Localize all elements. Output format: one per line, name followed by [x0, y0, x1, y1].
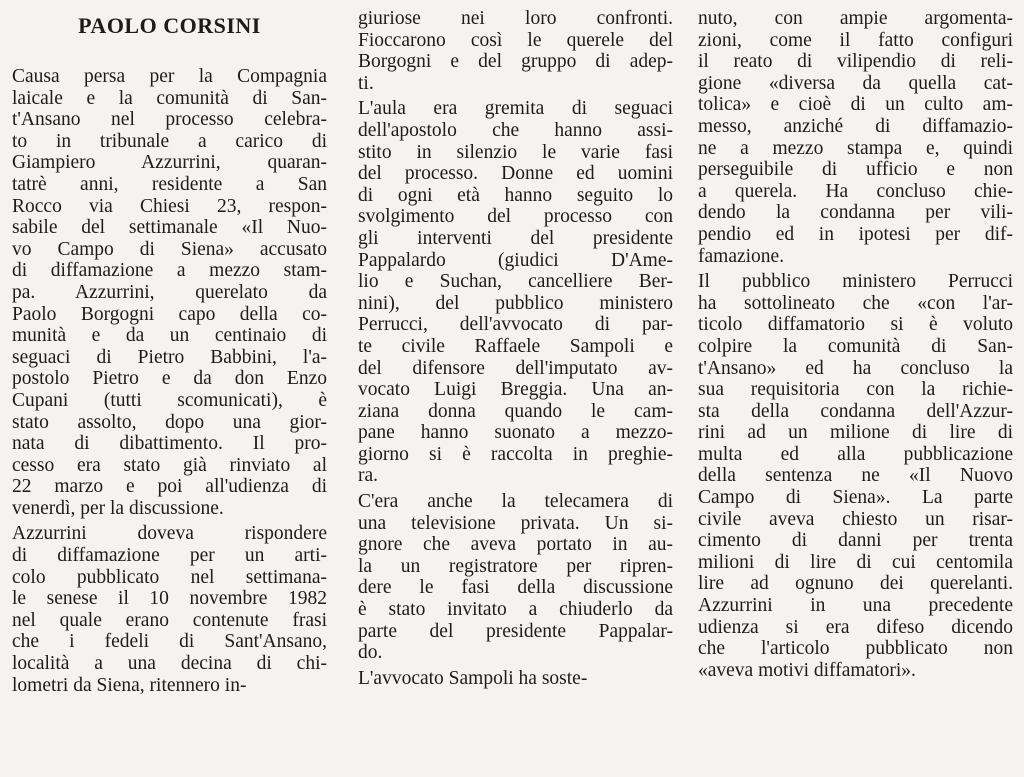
paragraph — [358, 491, 673, 664]
text-line: cesso era stato già rinviato al — [12, 454, 327, 476]
text-line: dere le fasi della discussione — [358, 577, 673, 599]
text-line: L'avvocato Sampoli ha soste- — [358, 667, 588, 689]
text-line: milioni di lire di cui centomila — [698, 551, 1013, 573]
text-line: Azzurrini doveva rispondere — [12, 523, 327, 545]
text-line: Borgogni e del gruppo di adep- — [358, 51, 673, 73]
text-line: lire ad ognuno dei querelanti. — [698, 573, 1013, 595]
text-line: nata di dibattimento. Il pro- — [12, 433, 327, 455]
text-line: seguaci di Pietro Babbini, l'a- — [12, 346, 327, 368]
paragraph — [12, 66, 327, 519]
text-line: udienza si era difeso dicendo — [698, 616, 1013, 638]
text-line: nel quale erano contenute frasi — [12, 609, 327, 631]
text-line: sta della condanna dell'Azzur- — [698, 400, 1013, 422]
text-line: colpire la comunità di San- — [698, 335, 1013, 357]
text-line: nini), del pubblico ministero — [358, 292, 673, 314]
text-line: 22 marzo e poi all'udienza di — [12, 476, 327, 498]
text-line: tolica» e cioè di un culto am- — [698, 94, 1013, 116]
text-line: «aveva motivi diffamatori». — [698, 659, 916, 681]
text-line: messo, anziché di diffamazio- — [698, 115, 1013, 137]
article-column-1 — [12, 8, 327, 773]
text-line: di diffamazione a mezzo stam- — [12, 260, 327, 282]
text-line: cimento di danni per trenta — [698, 530, 1013, 552]
text-line: Cupani (tutti scomunicati), è — [12, 389, 327, 411]
paragraph — [358, 98, 673, 487]
text-line: località a una decina di chi- — [12, 653, 327, 675]
text-line: vo Campo di Siena» accusato — [12, 238, 327, 260]
text-line: Perrucci, dell'avvocato di par- — [358, 314, 673, 336]
text-line: Il pubblico ministero Perrucci — [698, 271, 1013, 293]
text-line: che l'articolo pubblicato non — [698, 638, 1013, 660]
text-line: ziana donna quando le cam- — [358, 400, 673, 422]
text-line: Campo di Siena». La parte — [698, 487, 1013, 509]
text-line: ti. — [358, 72, 374, 94]
text-line: Pappalardo (giudici D'Ame- — [358, 249, 673, 271]
text-line: giuriose nei loro confronti. — [358, 8, 673, 29]
text-line: che i fedeli di Sant'Ansano, — [12, 631, 327, 653]
paragraph — [698, 8, 1013, 267]
article-column-2 — [358, 8, 673, 773]
text-line: te civile Raffaele Sampoli e — [358, 335, 673, 357]
text-line: multa ed alla pubblicazione — [698, 443, 1013, 465]
text-line: vocato Luigi Breggia. Una an- — [358, 379, 673, 401]
text-line: giorno si è raccolta in preghie- — [358, 443, 673, 465]
text-line: postolo Pietro e da don Enzo — [12, 368, 327, 390]
text-line: perseguibile di ufficio e non — [698, 159, 1013, 181]
text-line: to in tribunale a carico di — [12, 130, 327, 152]
text-line: Rocco via Chiesi 23, respon- — [12, 195, 327, 217]
text-line: parte del presidente Pappalar- — [358, 620, 673, 642]
text-line: sua requisitoria con la richie- — [698, 379, 1013, 401]
paragraph — [358, 668, 673, 690]
text-line: gione «diversa da quella cat- — [698, 72, 1013, 94]
text-line: venerdì, per la discussione. — [12, 497, 224, 519]
text-line: L'aula era gremita di seguaci — [358, 98, 673, 120]
text-line: tatrè anni, residente a San — [12, 173, 327, 195]
text-line: a querela. Ha concluso chie- — [698, 180, 1013, 202]
text-line: del difensore dell'imputato av- — [358, 357, 673, 379]
text-line: t'Ansano» ed ha concluso la — [698, 357, 1013, 379]
text-line: stito in silenzio le varie fasi — [358, 141, 673, 163]
article-column-3 — [698, 8, 1013, 773]
text-line: di ogni età hanno seguito lo — [358, 184, 673, 206]
text-line: Giampiero Azzurrini, quaran- — [12, 152, 327, 174]
text-line: sabile del settimanale «Il Nuo- — [12, 217, 327, 239]
text-line: le senese il 10 novembre 1982 — [12, 588, 327, 610]
text-line: ha sottolineato che «con l'ar- — [698, 292, 1013, 314]
text-line: nuto, con ampie argomenta- — [698, 8, 1013, 29]
text-line: dendo la condanna per vili- — [698, 202, 1013, 224]
paragraph — [12, 523, 327, 696]
text-line: civile aveva chiesto un risar- — [698, 508, 1013, 530]
text-line: del processo. Donne ed uomini — [358, 163, 673, 185]
text-line: pa. Azzurrini, querelato da — [12, 281, 327, 303]
text-line: il reato di vilipendio di reli- — [698, 51, 1013, 73]
text-line: gnore che aveva portato in au- — [358, 534, 673, 556]
text-line: pane hanno suonato a mezzo- — [358, 422, 673, 444]
text-line: è stato invitato a chiuderlo da — [358, 599, 673, 621]
text-line: della sentenza ne «Il Nuovo — [698, 465, 1013, 487]
text-line: Paolo Borgogni capo della co- — [12, 303, 327, 325]
text-line: pendio ed in ipotesi per dif- — [698, 223, 1013, 245]
text-line: do. — [358, 642, 383, 664]
text-line: colo pubblicato nel settimana- — [12, 566, 327, 588]
text-line: di diffamazione per un arti- — [12, 545, 327, 567]
text-line: zioni, come il fatto configuri — [698, 29, 1013, 51]
text-line: famazione. — [698, 245, 785, 267]
text-line: ticolo diffamatorio si è voluto — [698, 314, 1013, 336]
text-line: lio e Suchan, cancelliere Ber- — [358, 271, 673, 293]
text-line: Causa persa per la Compagnia — [12, 66, 327, 87]
text-line: svolgimento del processo con — [358, 206, 673, 228]
text-line: laicale e la comunità di San- — [12, 87, 327, 109]
text-line: una televisione privata. Un si- — [358, 512, 673, 534]
paragraph — [358, 8, 673, 94]
text-line: C'era anche la telecamera di — [358, 491, 673, 513]
text-line: ne a mezzo stampa e, quindi — [698, 137, 1013, 159]
author-byline: PAOLO CORSINI — [78, 13, 261, 38]
text-line: gli interventi del presidente — [358, 227, 673, 249]
text-line: Fioccarono così le querele del — [358, 29, 673, 51]
paragraph — [698, 271, 1013, 681]
text-line: Azzurrini in una precedente — [698, 595, 1013, 617]
text-line: lometri da Siena, ritennero in- — [12, 674, 247, 696]
text-line: rini ad un milione di lire di — [698, 422, 1013, 444]
text-line: t'Ansano nel processo celebra- — [12, 109, 327, 131]
text-line: munità e da un centinaio di — [12, 325, 327, 347]
text-line: stato assolto, dopo una gior- — [12, 411, 327, 433]
text-line: la un registratore per ripren- — [358, 555, 673, 577]
text-line: dell'apostolo che hanno assi- — [358, 119, 673, 141]
text-line: ra. — [358, 465, 379, 487]
